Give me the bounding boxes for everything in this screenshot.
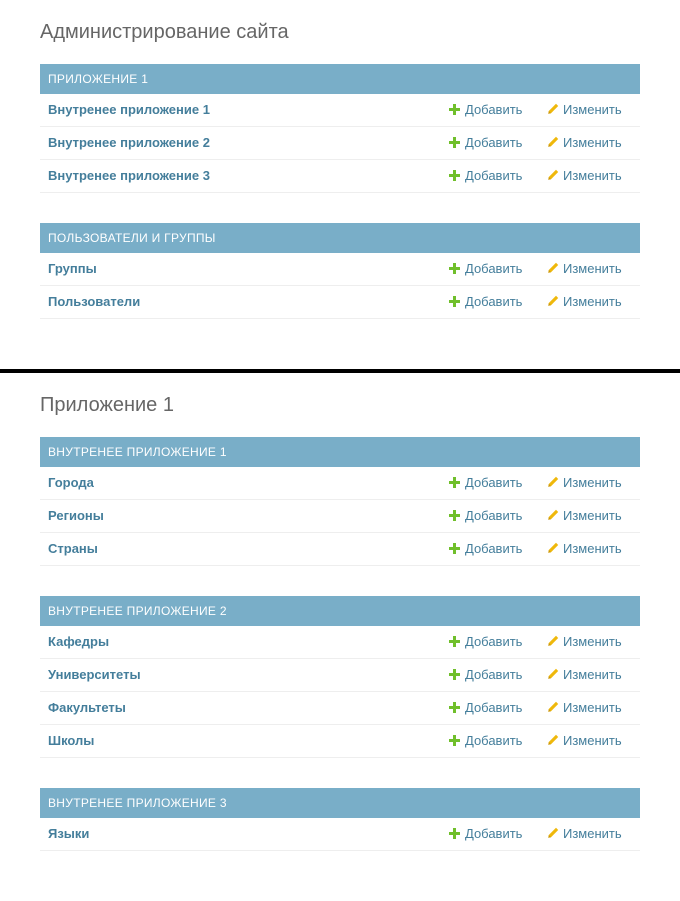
plus-icon	[449, 636, 460, 647]
plus-icon	[449, 477, 460, 488]
module-users-groups	[40, 223, 640, 319]
add-link[interactable]: Добавить	[449, 725, 522, 757]
add-link[interactable]: Добавить	[449, 500, 522, 532]
change-link[interactable]: Изменить	[547, 626, 622, 658]
change-link[interactable]: Изменить	[547, 818, 622, 850]
pencil-icon	[547, 827, 559, 839]
plus-icon	[449, 828, 460, 839]
model-link[interactable]: Страны	[48, 541, 98, 556]
plus-icon	[449, 702, 460, 713]
model-link[interactable]: Группы	[48, 261, 97, 276]
add-link[interactable]: Добавить	[449, 533, 522, 565]
pencil-icon	[547, 668, 559, 680]
table-row	[40, 818, 640, 851]
table-row	[40, 160, 640, 193]
module-inner-app-1	[40, 437, 640, 566]
model-link[interactable]: Языки	[48, 826, 90, 841]
model-link[interactable]: Внутренее приложение 1	[48, 102, 210, 117]
change-link[interactable]: Изменить	[547, 659, 622, 691]
change-link[interactable]: Изменить	[547, 500, 622, 532]
model-link[interactable]: Факультеты	[48, 700, 126, 715]
table-row	[40, 659, 640, 692]
model-link[interactable]: Регионы	[48, 508, 104, 523]
pencil-icon	[547, 103, 559, 115]
add-link[interactable]: Добавить	[449, 818, 522, 850]
module-caption[interactable]: ПРИЛОЖЕНИЕ 1	[40, 64, 640, 94]
table-row	[40, 467, 640, 500]
plus-icon	[449, 669, 460, 680]
plus-icon	[449, 735, 460, 746]
module-inner-app-3	[40, 788, 640, 851]
add-link[interactable]: Добавить	[449, 253, 522, 285]
add-link[interactable]: Добавить	[449, 692, 522, 724]
site-administration-panel	[0, 0, 680, 370]
plus-icon	[449, 170, 460, 181]
pencil-icon	[547, 169, 559, 181]
page-title: Приложение 1	[40, 394, 174, 416]
pencil-icon	[547, 136, 559, 148]
model-link[interactable]: Пользователи	[48, 294, 141, 309]
module-caption[interactable]: ПОЛЬЗОВАТЕЛИ И ГРУППЫ	[40, 223, 640, 253]
pencil-icon	[547, 509, 559, 521]
table-row	[40, 725, 640, 758]
table-row	[40, 533, 640, 566]
table-row	[40, 500, 640, 533]
model-link[interactable]: Города	[48, 475, 94, 490]
plus-icon	[449, 104, 460, 115]
pencil-icon	[547, 542, 559, 554]
change-link[interactable]: Изменить	[547, 467, 622, 499]
app-index-panel	[0, 373, 680, 901]
plus-icon	[449, 543, 460, 554]
change-link[interactable]: Изменить	[547, 160, 622, 192]
add-link[interactable]: Добавить	[449, 127, 522, 159]
add-link[interactable]: Добавить	[449, 160, 522, 192]
pencil-icon	[547, 734, 559, 746]
module-inner-app-2	[40, 596, 640, 758]
add-link[interactable]: Добавить	[449, 94, 522, 126]
table-row	[40, 626, 640, 659]
plus-icon	[449, 137, 460, 148]
module-caption[interactable]: ВНУТРЕНЕЕ ПРИЛОЖЕНИЕ 1	[40, 437, 640, 467]
table-row	[40, 94, 640, 127]
pencil-icon	[547, 295, 559, 307]
add-link[interactable]: Добавить	[449, 659, 522, 691]
pencil-icon	[547, 262, 559, 274]
add-link[interactable]: Добавить	[449, 626, 522, 658]
table-row	[40, 127, 640, 160]
pencil-icon	[547, 635, 559, 647]
add-link[interactable]: Добавить	[449, 467, 522, 499]
change-link[interactable]: Изменить	[547, 533, 622, 565]
module-caption[interactable]: ВНУТРЕНЕЕ ПРИЛОЖЕНИЕ 2	[40, 596, 640, 626]
pencil-icon	[547, 701, 559, 713]
pencil-icon	[547, 476, 559, 488]
change-link[interactable]: Изменить	[547, 253, 622, 285]
change-link[interactable]: Изменить	[547, 692, 622, 724]
change-link[interactable]: Изменить	[547, 94, 622, 126]
page-title: Администрирование сайта	[40, 21, 289, 43]
plus-icon	[449, 296, 460, 307]
table-row	[40, 286, 640, 319]
model-link[interactable]: Внутренее приложение 2	[48, 135, 210, 150]
table-row	[40, 253, 640, 286]
plus-icon	[449, 510, 460, 521]
model-link[interactable]: Кафедры	[48, 634, 110, 649]
change-link[interactable]: Изменить	[547, 286, 622, 318]
change-link[interactable]: Изменить	[547, 127, 622, 159]
module-app-1	[40, 64, 640, 193]
add-link[interactable]: Добавить	[449, 286, 522, 318]
change-link[interactable]: Изменить	[547, 725, 622, 757]
model-link[interactable]: Школы	[48, 733, 95, 748]
plus-icon	[449, 263, 460, 274]
module-caption[interactable]: ВНУТРЕНЕЕ ПРИЛОЖЕНИЕ 3	[40, 788, 640, 818]
model-link[interactable]: Внутренее приложение 3	[48, 168, 210, 183]
model-link[interactable]: Университеты	[48, 667, 141, 682]
table-row	[40, 692, 640, 725]
